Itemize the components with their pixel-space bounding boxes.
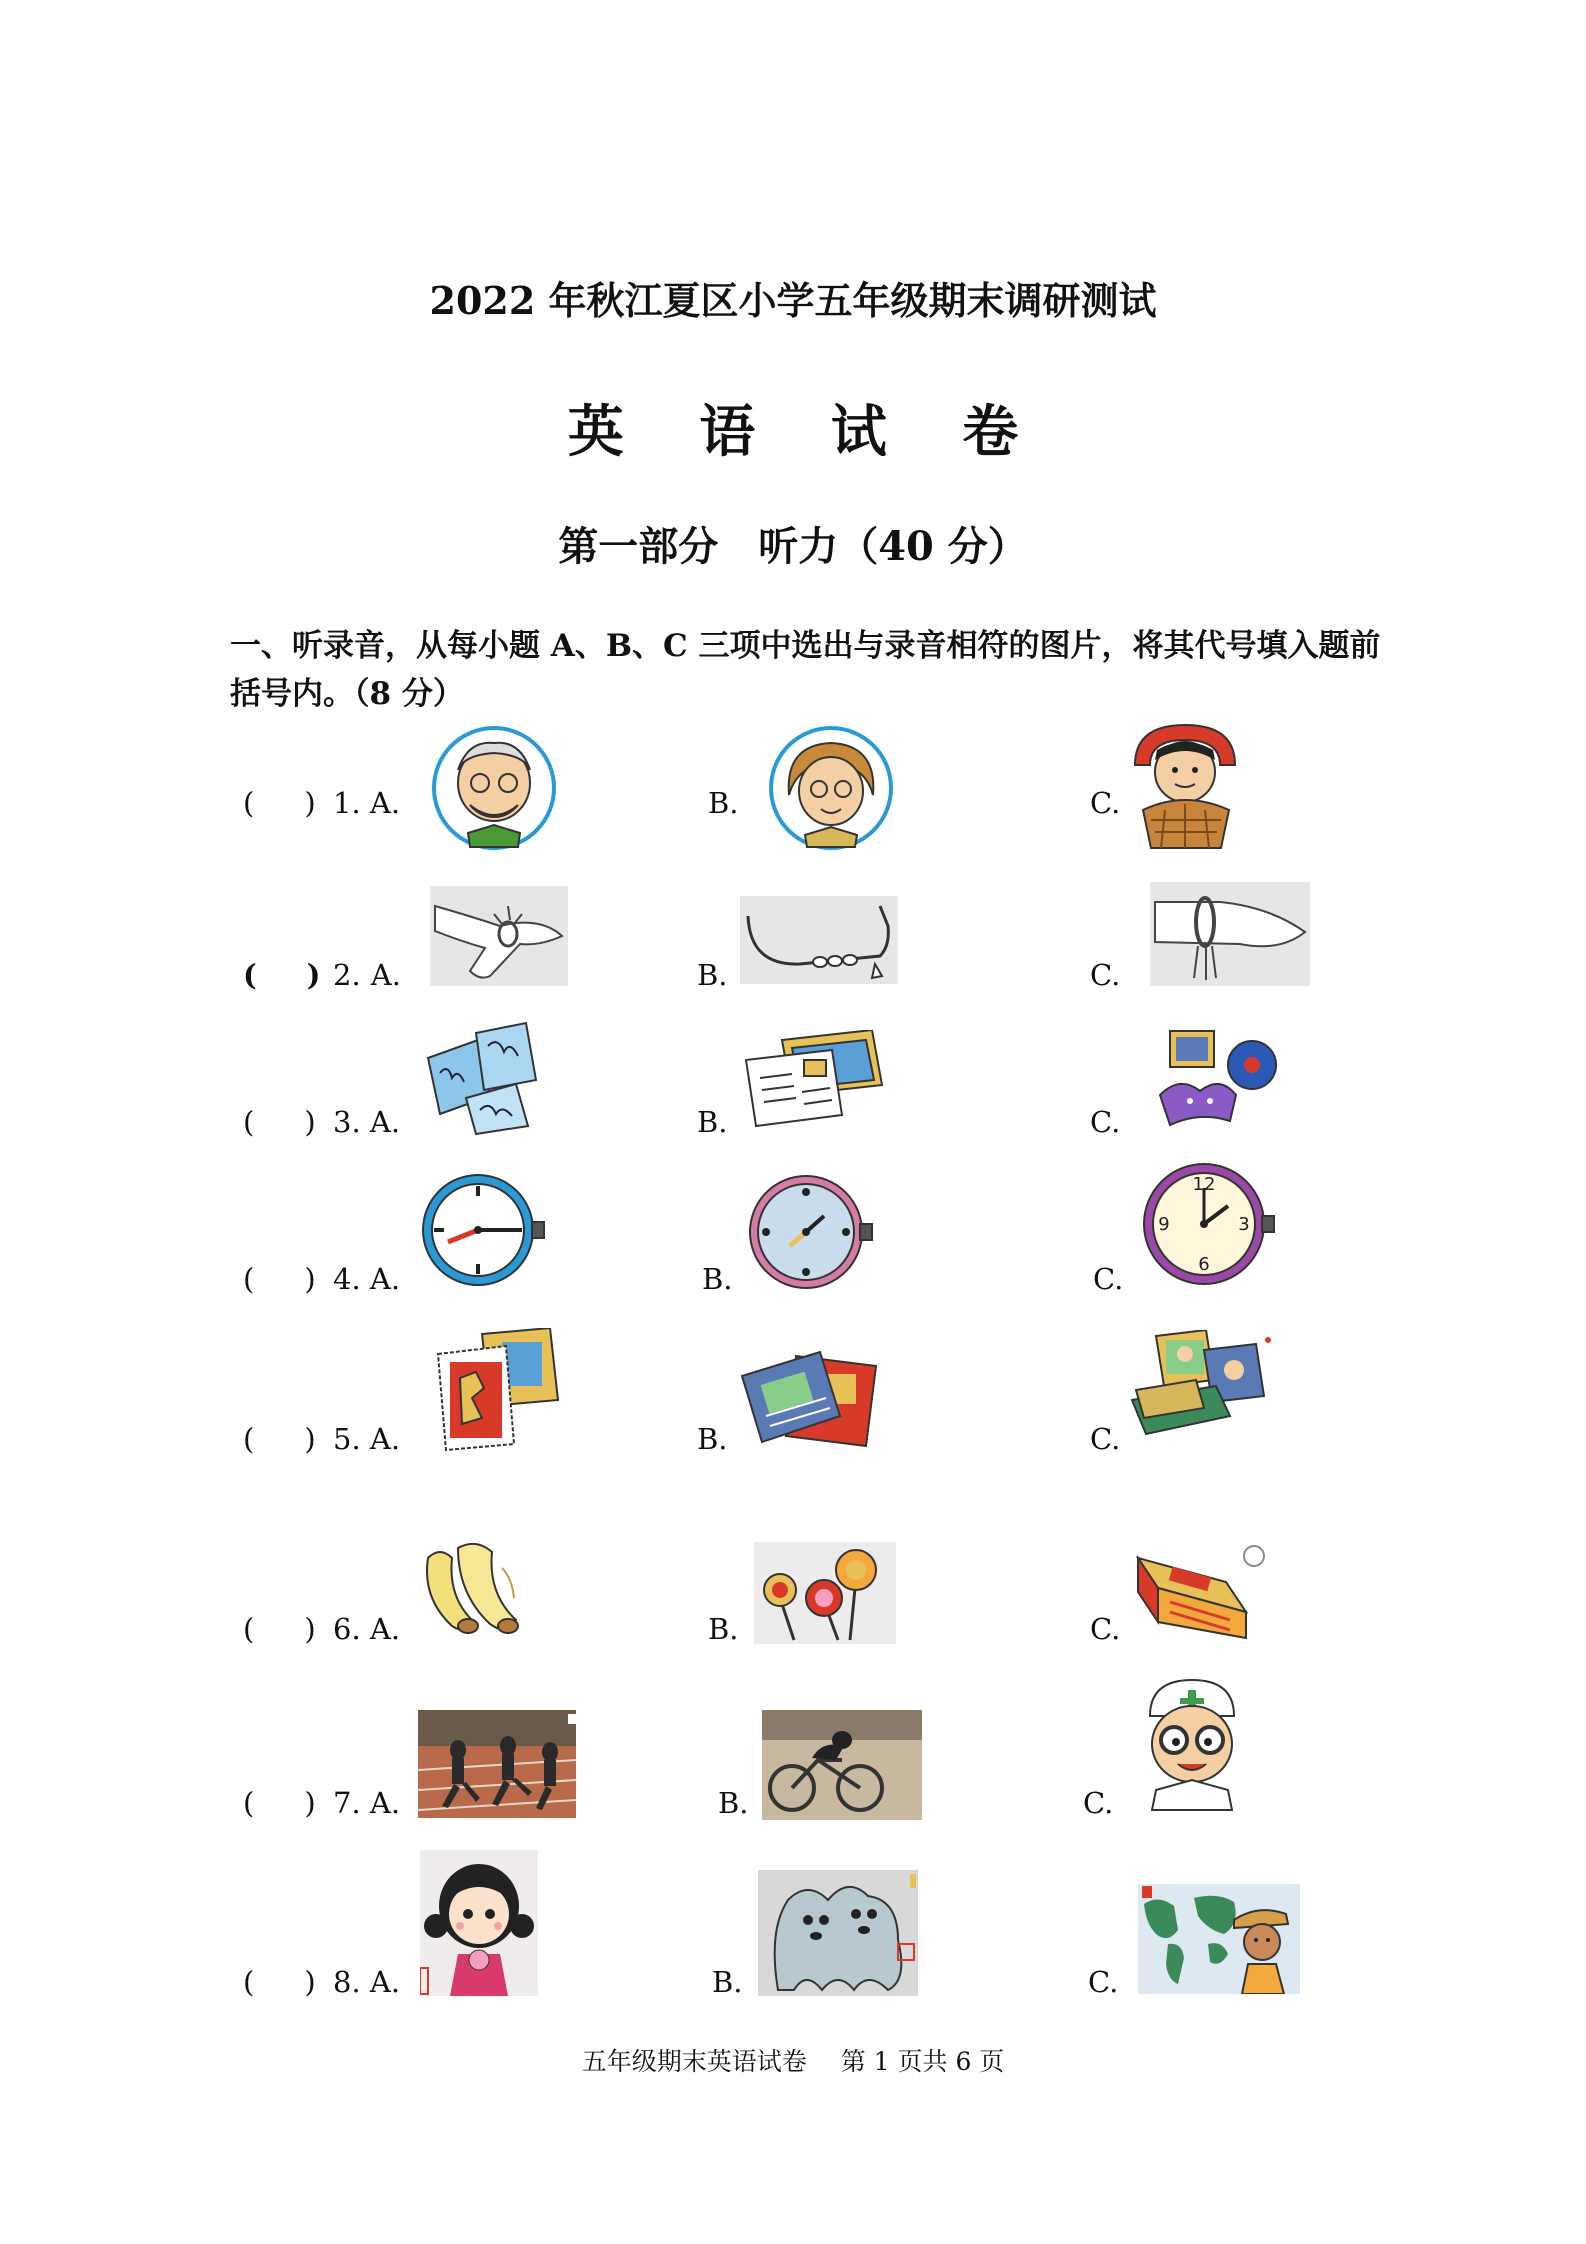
question-row-1 [0, 720, 1586, 860]
option-a-label: A. [369, 786, 401, 820]
question-number: 4. [333, 1262, 361, 1296]
page-footer [0, 2042, 1586, 2078]
question-label [243, 1786, 400, 1820]
question-number: 1. [333, 786, 361, 820]
option-a-label: A. [369, 1965, 401, 1999]
ring-picture[interactable] [430, 886, 568, 986]
ghosts-picture[interactable] [758, 1870, 918, 1996]
answer-blank[interactable]: ( ) [243, 1422, 316, 1456]
postcards-picture[interactable] [742, 1030, 890, 1130]
question-number: 5. [333, 1422, 361, 1456]
option-a-label: A. [370, 958, 401, 992]
option-b-label: B. [708, 786, 739, 820]
option-c-label: C. [1090, 1612, 1121, 1646]
option-a-label: A. [369, 1262, 401, 1296]
answer-blank[interactable]: ( ) [243, 1105, 316, 1139]
option-a-label: A. [369, 1612, 401, 1646]
option-c-label: C. [1090, 1105, 1121, 1139]
question-label [243, 1422, 400, 1456]
question-label [243, 1612, 400, 1646]
answer-blank[interactable]: ( ) [243, 786, 316, 820]
girl-with-basket-picture[interactable] [1125, 720, 1247, 850]
answer-blank[interactable]: ( ) [243, 958, 321, 992]
option-b-label: B. [697, 1105, 728, 1139]
bracelet-picture[interactable] [1150, 882, 1310, 986]
question-row-3 [0, 1010, 1586, 1150]
question-label [243, 1262, 400, 1296]
option-b-label: B. [718, 1786, 749, 1820]
subject-title: 英 语 试 卷 [567, 399, 1047, 465]
option-c-label: C. [1088, 1965, 1119, 1999]
cycling-picture[interactable] [762, 1710, 922, 1820]
lollipops-picture[interactable] [754, 1542, 896, 1644]
question-number: 2. [333, 958, 361, 992]
magazines-picture[interactable] [736, 1346, 882, 1450]
stamps-picture[interactable] [432, 1328, 564, 1452]
footer-doc-name: 五年级期末英语试卷 [581, 2047, 807, 2076]
question-label [243, 1105, 400, 1139]
question-row-7 [0, 1672, 1586, 1820]
answer-blank[interactable]: ( ) [243, 1965, 316, 1999]
question-row-6 [0, 1510, 1586, 1650]
clock-picture-b[interactable] [742, 1172, 878, 1292]
clock-numeral-3: 3 [1238, 1214, 1250, 1235]
footer-page-info: 第 1 页共 6 页 [840, 2047, 1005, 2076]
part-name: 第一部分 [558, 523, 719, 570]
option-a-label: A. [369, 1786, 401, 1820]
question-label [243, 1965, 400, 1999]
traveller-with-map-picture[interactable] [1138, 1884, 1300, 1994]
option-a-label: A. [369, 1105, 401, 1139]
option-c-label: C. [1090, 1422, 1121, 1456]
option-c-label: C. [1090, 786, 1121, 820]
question-label [243, 786, 400, 820]
question-label [243, 958, 401, 992]
answer-blank[interactable]: ( ) [243, 1786, 316, 1820]
option-a-label: A. [369, 1422, 401, 1456]
option-b-label: B. [697, 958, 728, 992]
clock-picture-a[interactable] [418, 1170, 548, 1290]
question-number: 7. [333, 1786, 361, 1820]
answer-blank[interactable]: ( ) [243, 1262, 316, 1296]
option-b-label: B. [708, 1612, 739, 1646]
question-row-4 [0, 1160, 1586, 1300]
old-woman-picture[interactable] [765, 725, 897, 855]
question-number: 3. [333, 1105, 361, 1139]
option-b-label: B. [712, 1965, 743, 1999]
letters-picture[interactable] [418, 1018, 546, 1136]
clock-numeral-6: 6 [1198, 1254, 1210, 1275]
clock-numeral-12: 12 [1192, 1174, 1216, 1195]
question-row-8 [0, 1840, 1586, 1999]
bananas-picture[interactable] [418, 1538, 534, 1642]
clock-picture-c[interactable] [1138, 1160, 1280, 1290]
question-number: 6. [333, 1612, 361, 1646]
question-number: 8. [333, 1965, 361, 1999]
section-instruction: 一、听录音，从每小题 A、B、C 三项中选出与录音相符的图片，将其代号填入题前括号内。（8 分） [230, 628, 1381, 712]
clock-numeral-9: 9 [1158, 1214, 1170, 1235]
necklace-picture[interactable] [740, 896, 898, 984]
option-b-label: B. [697, 1422, 728, 1456]
old-man-picture[interactable] [428, 725, 560, 855]
question-row-5 [0, 1320, 1586, 1460]
option-b-label: B. [702, 1262, 733, 1296]
part-section: 听力（40 分） [758, 523, 1028, 570]
stickers-picture[interactable] [1150, 1025, 1282, 1135]
girl-picture[interactable] [420, 1850, 538, 1996]
exam-title: 2022 年秋江夏区小学五年级期末调研测试 [429, 278, 1157, 323]
doctor-picture[interactable] [1128, 1672, 1258, 1812]
question-row-2 [0, 878, 1586, 1018]
option-c-label: C. [1083, 1786, 1114, 1820]
option-c-label: C. [1093, 1262, 1124, 1296]
running-race-picture[interactable] [418, 1710, 576, 1818]
part-heading [0, 515, 1586, 572]
answer-blank[interactable]: ( ) [243, 1612, 316, 1646]
photos-picture[interactable] [1126, 1330, 1276, 1440]
chocolate-box-picture[interactable] [1130, 1542, 1270, 1642]
option-c-label: C. [1090, 958, 1121, 992]
